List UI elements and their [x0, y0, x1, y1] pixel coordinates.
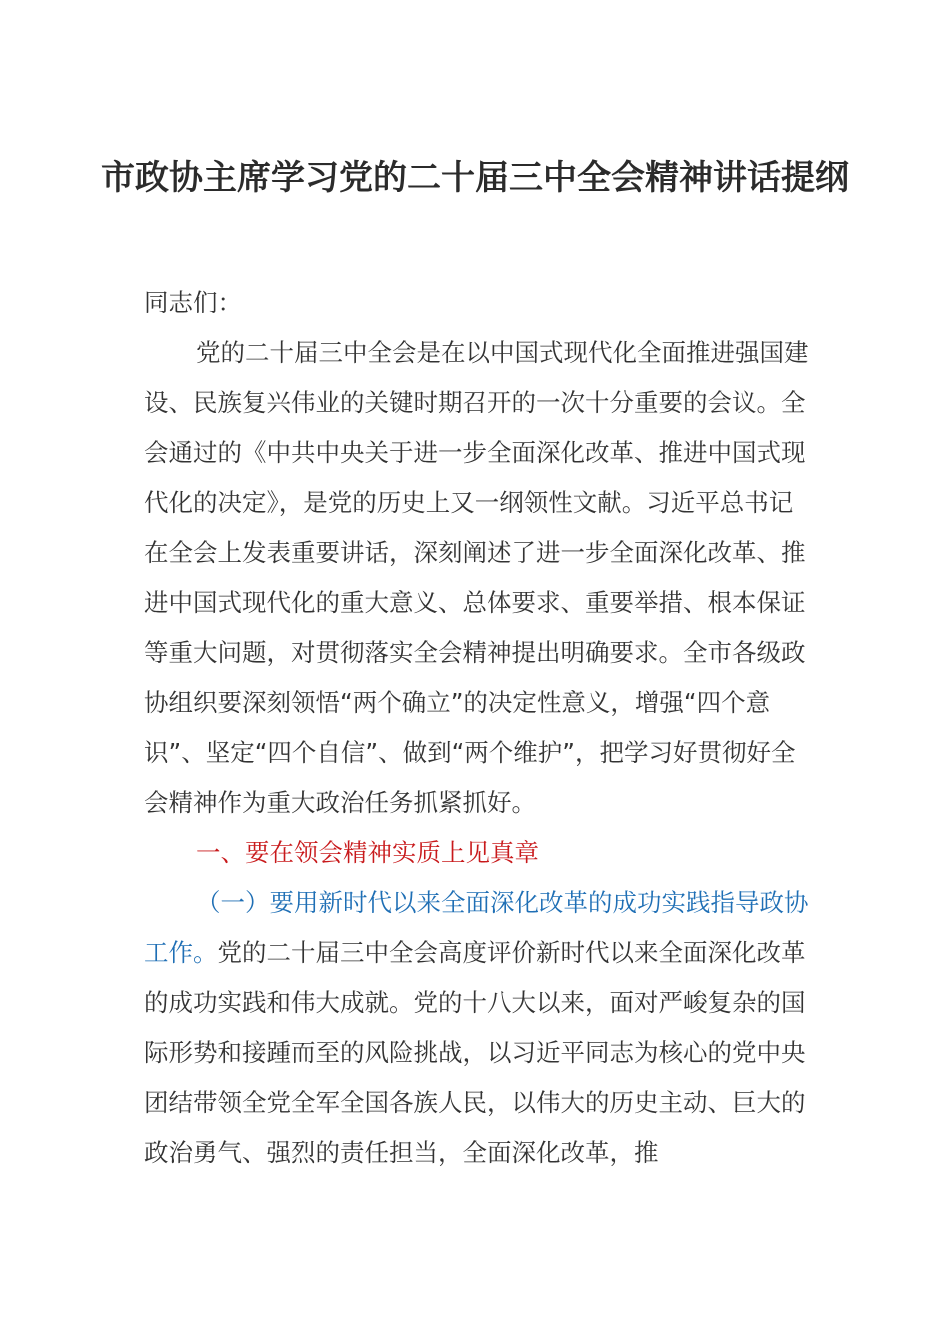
paragraph-1: 党的二十届三中全会是在以中国式现代化全面推进强国建设、民族复兴伟业的关键时期召开的一次十分重要的会议。全会通过的《中共中央关于进一步全面深化改革、推进中国式现代化的决定》，是党的历史上又一纲领性文献。习近平总书记在全会上发表重要讲话，深刻阐述了进一步全面深化改革、推进中国式现代化的重大意义、总体要求、重要举措、根本保证等重大问题，对贯彻落实全会精神提出明确要求。全市各级政协组织要深刻领悟“两个确立”的决定性意义，增强“四个意识”、坚定“四个自信”、做到“两个维护”，把学习好贯彻好全会精神作为重大政治任务抓紧抓好。 — [144, 338, 809, 817]
paragraph-2-text: 党的二十届三中全会高度评价新时代以来全面深化改革的成功实践和伟大成就。党的十八大以来，面对严峻复杂的国际形势和接踵而至的风险挑战，以习近平同志为核心的党中央团结带领全党全军全国各族人民，以伟大的历史主动、巨大的政治勇气、强烈的责任担当，全面深化改革，推 — [144, 938, 806, 1167]
paragraph-2 — [144, 878, 812, 1178]
section-heading-1: 一、要在领会精神实质上见真章 — [196, 838, 539, 867]
document-title: 市政协主席学习党的二十届三中全会精神讲话提纲 — [101, 158, 849, 198]
subheading-1: （一）要用新时代以来全面深化改革的成功实践指导政协工作。 — [144, 888, 809, 967]
salutation: 同志们： — [144, 288, 242, 317]
